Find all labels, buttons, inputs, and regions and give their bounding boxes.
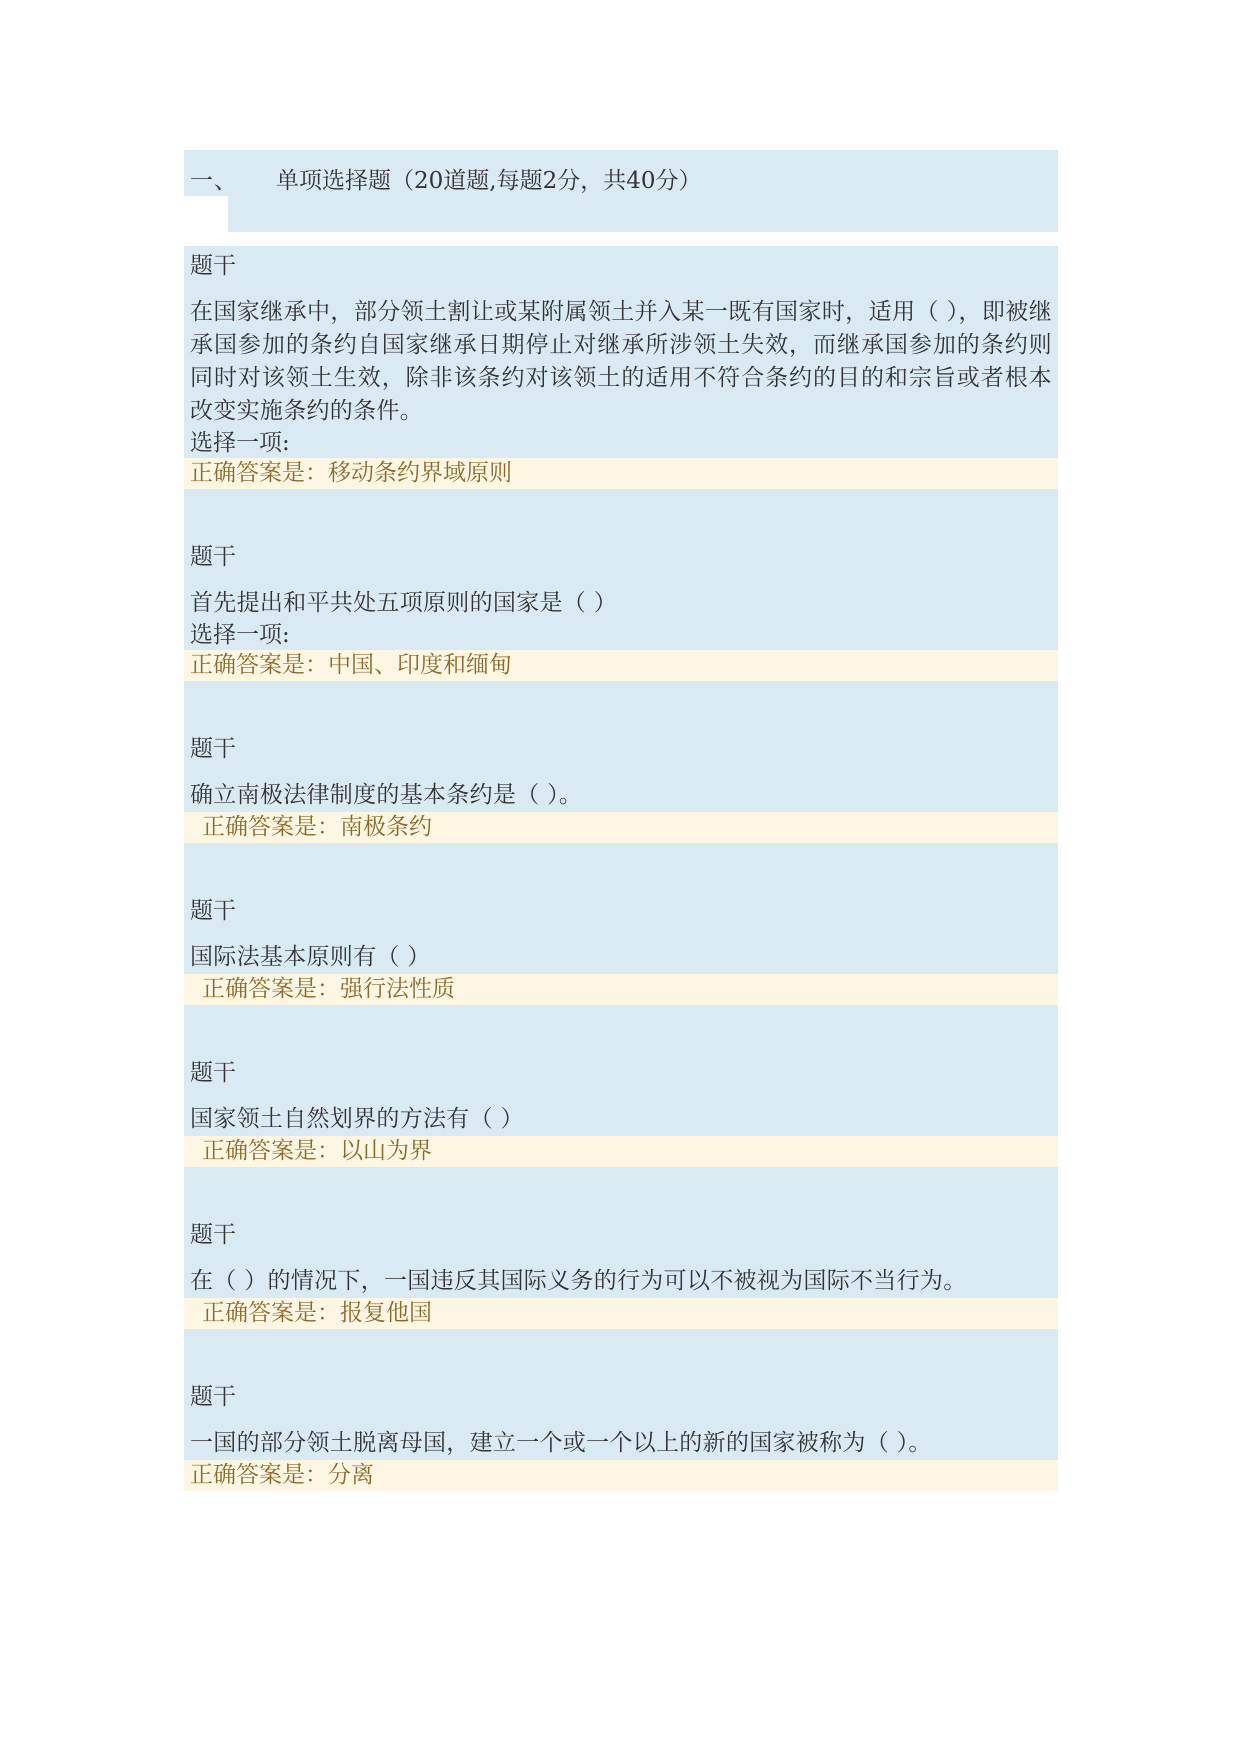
- choose-one-label: 选择一项:: [190, 430, 290, 456]
- question-block-6: [184, 1215, 1058, 1298]
- question-text: 首先提出和平共处五项原则的国家是（ ）: [190, 590, 618, 616]
- correct-answer: 正确答案是：中国、印度和缅甸: [184, 650, 1058, 681]
- question-spacer: [184, 1167, 1058, 1215]
- section-header: [184, 150, 1058, 232]
- question-label: 题干: [190, 253, 236, 279]
- question-label: 题干: [190, 1222, 236, 1248]
- correct-answer: 正确答案是：报复他国: [184, 1298, 1058, 1329]
- header-notch: [184, 196, 228, 232]
- question-block-7: [184, 1377, 1058, 1460]
- question-text: 在国家继承中，部分领土割让或某附属领土并入某一既有国家时，适用（ ），即被继承国参加的条约自国家继承日期停止对继承所涉领土失效，而继承国参加的条约则同时对该领土生效，除非该条约对该领土的适用不符合条约的目的和宗旨或者根本改变实施条约的条件。: [190, 299, 1052, 424]
- question-spacer: [184, 843, 1058, 891]
- question-label: 题干: [190, 1060, 236, 1086]
- correct-answer: 正确答案是：分离: [184, 1460, 1058, 1491]
- question-block-1: [184, 246, 1058, 458]
- document-page: [184, 150, 1058, 1491]
- correct-answer: 正确答案是：以山为界: [184, 1136, 1058, 1167]
- section-number: 一、: [190, 168, 238, 194]
- question-spacer: [184, 1005, 1058, 1053]
- question-block-2: [184, 537, 1058, 650]
- question-label: 题干: [190, 544, 236, 570]
- choose-one-label: 选择一项:: [190, 622, 290, 648]
- question-spacer: [184, 681, 1058, 729]
- question-block-5: [184, 1053, 1058, 1136]
- question-text: 国家领土自然划界的方法有（ ）: [190, 1106, 524, 1132]
- question-block-4: [184, 891, 1058, 974]
- question-text: 一国的部分领土脱离母国，建立一个或一个以上的新的国家被称为（ ）。: [190, 1430, 932, 1456]
- question-label: 题干: [190, 898, 236, 924]
- correct-answer: 正确答案是：强行法性质: [184, 974, 1058, 1005]
- question-text: 国际法基本原则有（ ）: [190, 944, 431, 970]
- correct-answer: 正确答案是：移动条约界域原则: [184, 458, 1058, 489]
- question-text: 在（ ）的情况下，一国违反其国际义务的行为可以不被视为国际不当行为。: [190, 1268, 967, 1294]
- question-label: 题干: [190, 736, 236, 762]
- question-spacer: [184, 1329, 1058, 1377]
- section-title: 单项选择题（20道题,每题2分，共40分）: [276, 168, 702, 194]
- question-spacer: [184, 489, 1058, 537]
- correct-answer: 正确答案是：南极条约: [184, 812, 1058, 843]
- question-label: 题干: [190, 1384, 236, 1410]
- question-block-3: [184, 729, 1058, 812]
- question-text: 确立南极法律制度的基本条约是（ ）。: [190, 782, 583, 808]
